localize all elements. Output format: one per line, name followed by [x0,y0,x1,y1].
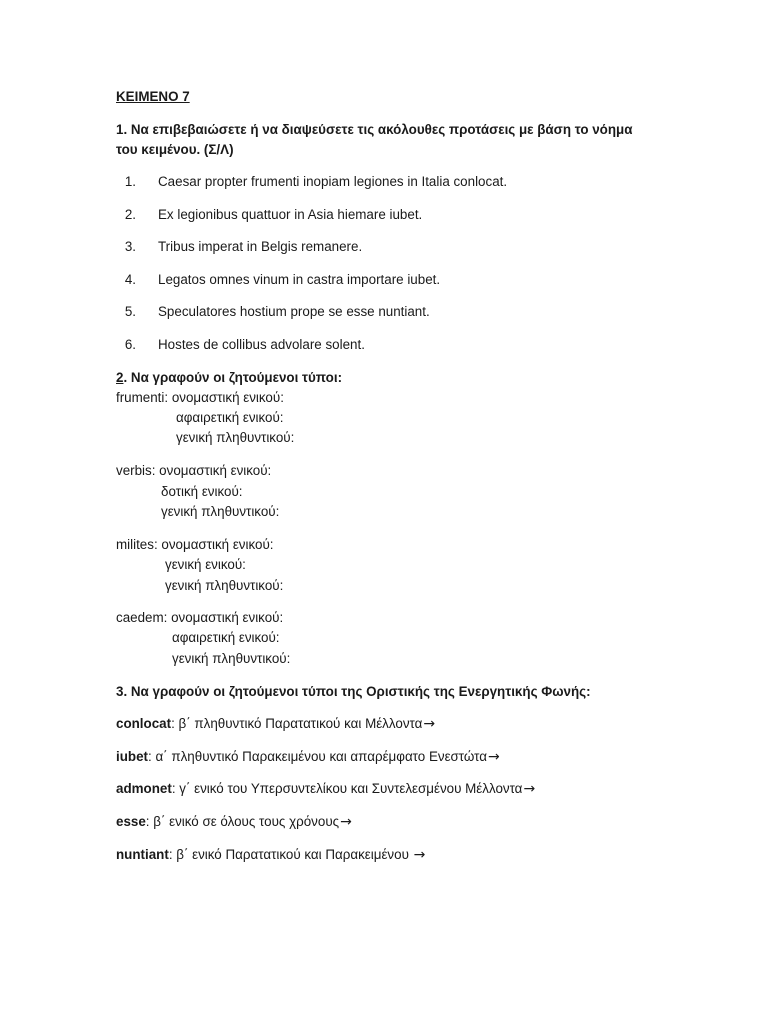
verb-description: : β΄ ενικό Παρατατικού και Παρακειμένου [168,847,413,862]
form-label: αφαιρετική ενικού: [172,630,280,645]
list-item [116,271,440,289]
verb-line [116,846,425,864]
list-item-text: Hostes de collibus advolare solent. [158,337,365,352]
latin-word: frumenti: [116,390,172,405]
verb-name: esse [116,814,146,829]
latin-word: milites: [116,537,162,552]
verb-description: : γ΄ ενικό του Υπερσυντελίκου και Συντελεσμένου Μέλλοντα [171,781,523,796]
verb-description: : α΄ πληθυντικό Παρακειμένου και απαρέμφατο Ενεστώτα [148,749,488,764]
verb-line [116,715,435,733]
verb-description: : β΄ πληθυντικό Παρατατικού και Μέλλοντα [171,716,423,731]
list-item-number: 5. [124,304,136,319]
list-item-text: Speculatores hostium prope se esse nuntiant. [158,304,430,319]
verb-line [116,780,535,798]
form-label: γενική πληθυντικού: [176,430,295,445]
arrow-right-icon: → [488,749,500,765]
q3-heading: 3. Να γραφούν οι ζητούμενοι τύποι της Οριστικής της Ενεργητικής Φωνής: [116,684,591,699]
latin-word: caedem: [116,610,172,625]
form-label: ονομαστική ενικού: [161,537,274,552]
list-item-text: Tribus imperat in Belgis remanere. [158,239,363,254]
word-form-line [116,462,271,480]
list-item-number: 3. [124,239,136,254]
arrow-right-icon: → [340,814,352,830]
list-item [116,303,430,321]
verb-name: conlocat [116,716,172,731]
verb-name: admonet [116,781,172,796]
list-item [116,173,507,191]
list-item-text: Caesar propter frumenti inopiam legiones in Italia conlocat. [158,174,508,189]
word-form-line [116,536,274,554]
latin-word: verbis: [116,463,160,478]
q2-heading [116,369,342,387]
form-label: ονομαστική ενικού: [171,610,284,625]
form-label: γενική πληθυντικού: [172,651,291,666]
list-item-number: 1. [124,174,136,189]
q1-heading-line1: 1. Να επιβεβαιώσετε ή να διαψεύσετε τις ακόλουθες προτάσεις με βάση το νόημα [116,122,633,137]
word-form-line [116,389,284,407]
q1-heading-line2: του κειμένου. (Σ/Λ) [116,142,234,157]
document-title: ΚΕΙΜΕΝΟ 7 [116,89,190,104]
arrow-right-icon: → [413,847,426,863]
arrow-right-icon: → [523,781,536,797]
list-item [116,336,365,354]
q2-number: 2 [116,370,124,385]
form-label: δοτική ενικού: [161,484,243,499]
list-item-number: 4. [124,272,136,287]
arrow-right-icon: → [423,716,436,732]
list-item-text: Ex legionibus quattuor in Asia hiemare iubet. [158,207,423,222]
verb-line [116,813,352,831]
list-item-number: 6. [124,337,136,352]
form-label: ονομαστική ενικού: [171,390,284,405]
form-label: ονομαστική ενικού: [159,463,272,478]
form-label: γενική πληθυντικού: [165,578,284,593]
form-label: γενική ενικού: [165,557,246,572]
word-form-line [116,609,283,627]
list-item [116,238,362,256]
form-label: γενική πληθυντικού: [161,504,280,519]
list-item-text: Legatos omnes vinum in castra importare iubet. [158,272,441,287]
form-label: αφαιρετική ενικού: [176,410,284,425]
verb-description: : β΄ ενικό σε όλους τους χρόνους [145,814,340,829]
verb-name: nuntiant [116,847,169,862]
verb-name: iubet [116,749,148,764]
list-item [116,206,422,224]
list-item-number: 2. [124,207,136,222]
verb-line [116,748,500,766]
q2-heading-text: . Να γραφούν οι ζητούμενοι τύποι: [123,370,343,385]
